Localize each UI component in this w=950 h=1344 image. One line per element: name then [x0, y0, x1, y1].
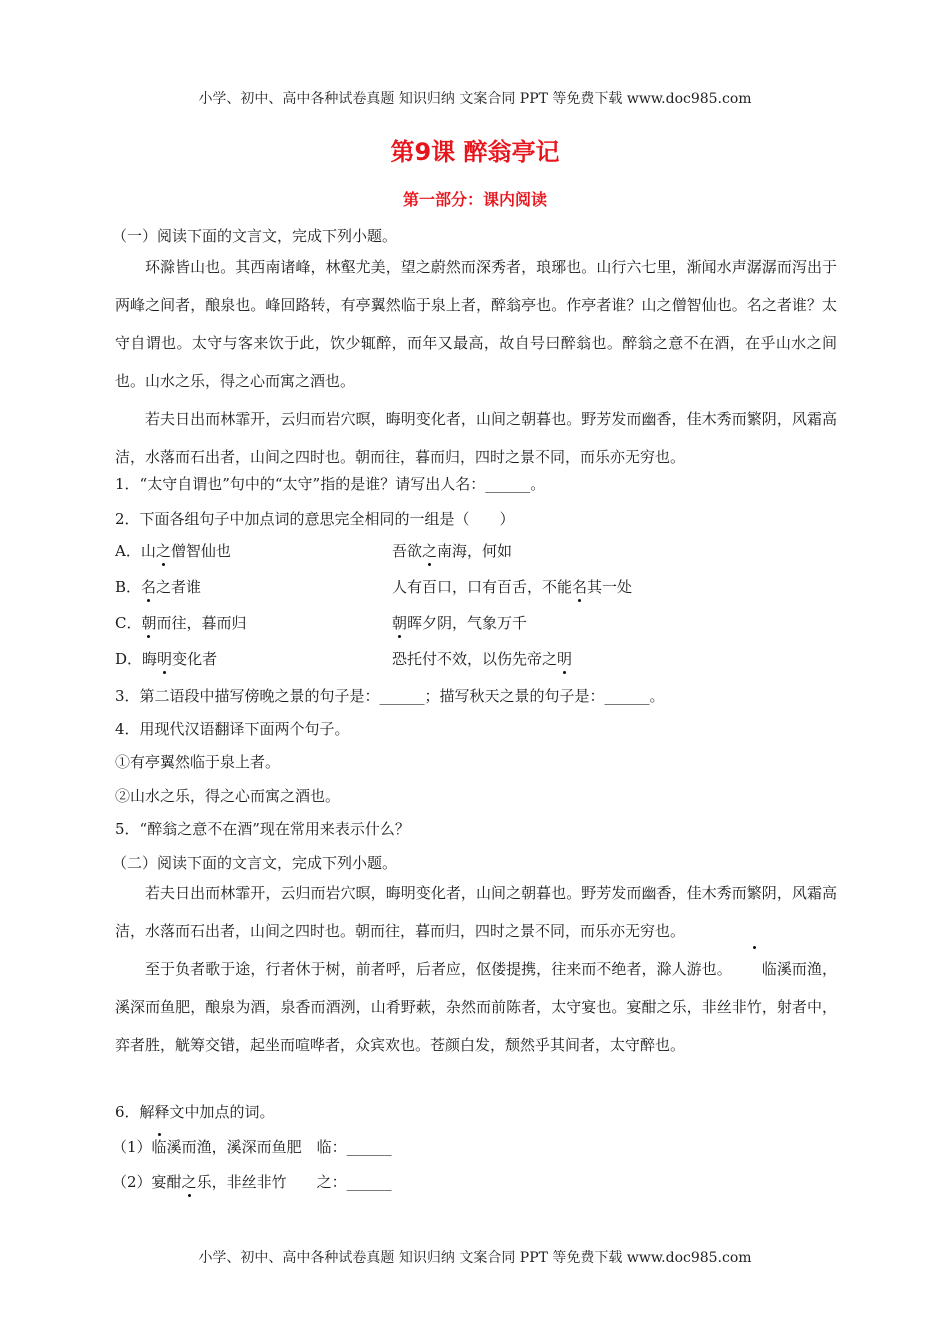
page-header: 小学、初中、高中各种试卷真题 知识归纳 文案合同 PPT 等免费下载 www.doc985.com: [198, 91, 752, 107]
question-5: 5．“醉翁之意不在酒”现在常用来表示什么？: [115, 820, 410, 838]
option-a: A．山之僧智仙也 吾欲之南海，何如: [115, 542, 513, 560]
emphasis-dot-word: 之: [181, 1173, 197, 1191]
question-6-item-2: （2）宴酣之乐，非丝非竹 之：______: [112, 1173, 392, 1191]
page-footer: 小学、初中、高中各种试卷真题 知识归纳 文案合同 PPT 等免费下载 www.doc985.com: [198, 1250, 752, 1266]
section-subtitle: 第一部分：课内阅读: [402, 190, 547, 209]
emphasis-dot-word: 朝: [141, 614, 157, 632]
section1-passage-para2: 若夫日出而林霏开，云归而岩穴暝，晦明变化者，山间之朝暮也。野芳发而幽香，佳木秀而繁阴，风霜高洁，水落而石出者，山间之四时也。朝而往，暮而归，四时之景不同，而乐亦无穷也。: [115, 410, 837, 466]
option-c: C．朝而往，暮而归 朝晖夕阴，气象万千: [115, 614, 528, 632]
question-4: 4．用现代汉语翻译下面两个句子。: [115, 720, 350, 738]
emphasis-dot-word: 名: [141, 578, 157, 596]
emphasis-dot-word: 临: [151, 1138, 167, 1156]
question-2: 2．下面各组句子中加点词的意思完全相同的一组是（ ）: [115, 510, 515, 528]
lesson-title: 第9课 醉翁亭记: [390, 138, 560, 166]
emphasis-dot-word: 临: [732, 950, 777, 988]
emphasis-dot-word: 之: [422, 542, 438, 560]
section2-passage-para1: 若夫日出而林霏开，云归而岩穴暝，晦明变化者，山间之朝暮也。野芳发而幽香，佳木秀而繁阴，风霜高洁，水落而石出者，山间之四时也。朝而往，暮而归，四时之景不同，而乐亦无穷也。: [115, 884, 837, 940]
question-6: 6．解释文中加点的词。: [115, 1103, 275, 1121]
section1-passage-para1: 环滁皆山也。其西南诸峰，林壑尤美，望之蔚然而深秀者，琅琊也。山行六七里，渐闻水声潺潺而泻出于两峰之间者，酿泉也。峰回路转，有亭翼然临于泉上者，醉翁亭也。作亭者谁？山之僧智仙也。名之者谁？太守自谓也。太守与客来饮于此，饮少辄醉，而年又最高，故自号曰醉翁也。醉翁之意不在酒，在乎山水之间也。山水之乐，得之心而寓之酒也。: [115, 258, 837, 390]
section2-heading: （二）阅读下面的文言文，完成下列小题。: [112, 854, 398, 872]
question-4-item-2: ②山水之乐，得之心而寓之酒也。: [115, 787, 341, 805]
emphasis-dot-word: 朝: [392, 614, 408, 632]
option-d: D．晦明变化者 恐托付不效，以伤先帝之明: [115, 650, 573, 668]
question-3: 3．第二语段中描写傍晚之景的句子是：______；描写秋天之景的句子是：______。: [115, 687, 665, 705]
emphasis-dot-word: 之: [155, 542, 171, 560]
emphasis-dot-word: 明: [157, 650, 173, 668]
emphasis-dot-word: 名: [572, 578, 588, 596]
emphasis-dot-word: 明: [557, 650, 573, 668]
question-6-item-1: （1）临溪而渔，溪深而鱼肥 临：______: [112, 1138, 392, 1156]
section1-heading: （一）阅读下面的文言文，完成下列小题。: [112, 227, 398, 245]
question-4-item-1: ①有亭翼然临于泉上者。: [115, 753, 281, 771]
section2-passage-para2: 至于负者歌于途，行者休于树，前者呼，后者应，伛偻提携，往来而不绝者，滁人游也。 临溪而渔，溪深而鱼肥，酿泉为酒，泉香而酒洌，山肴野蔌，杂然而前陈者，太守宴也。宴酣之乐，非丝非竹，射者中，弈者胜，觥筹交错，起坐而喧哗者，众宾欢也。苍颜白发，颓然乎其间者，太守醉也。: [115, 950, 837, 1064]
question-1: 1．“太守自谓也”句中的“太守”指的是谁？请写出人名：______。: [115, 475, 546, 493]
option-b: B．名之者谁 人有百口，口有百舌，不能名其一处: [115, 578, 633, 596]
